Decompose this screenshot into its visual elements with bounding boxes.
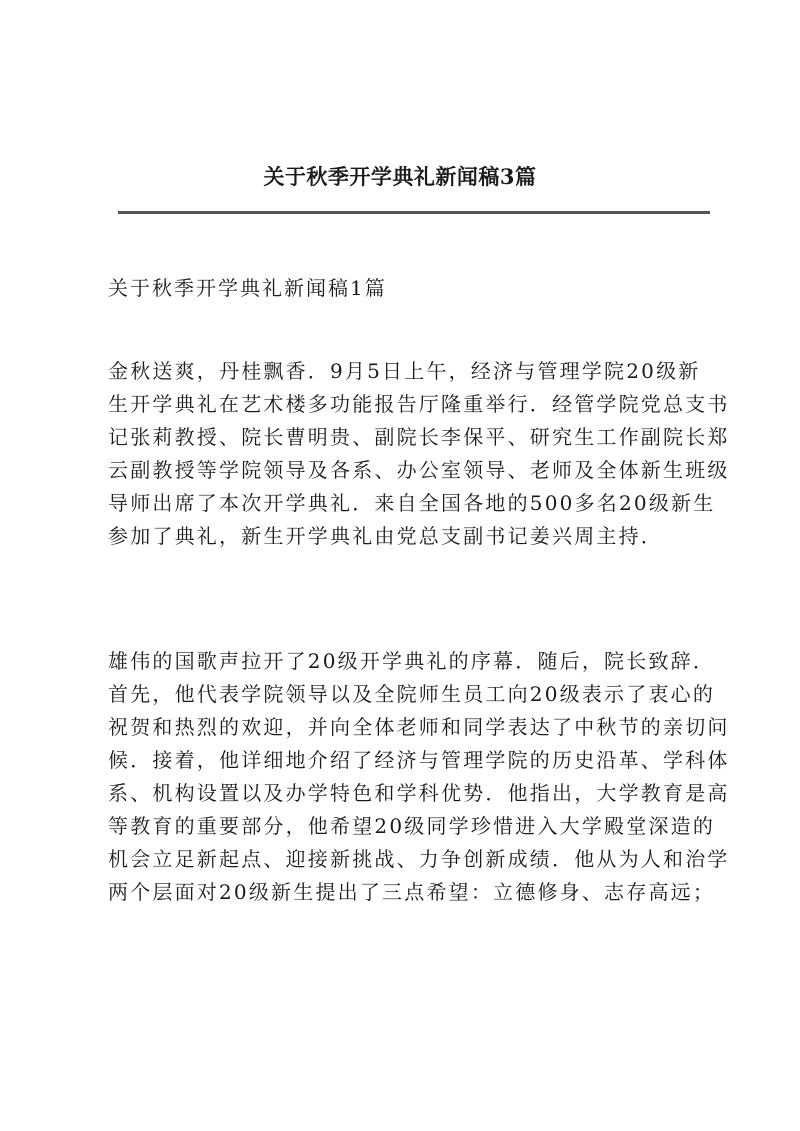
paragraph-line: 等教育的重要部分，他希望20级同学珍惜进入大学殿堂深造的 [108,814,716,838]
paragraph-1 [108,355,730,553]
article-heading: 关于秋季开学典礼新闻稿1篇 [108,276,387,300]
title-divider [118,211,710,214]
paragraph-line: 导师出席了本次开学典礼．来自全国各地的500多名20级新生 [108,491,716,515]
paragraph-line: 雄伟的国歌声拉开了20级开学典礼的序幕．随后，院长致辞． [108,649,716,673]
paragraph-line: 两个层面对20级新生提出了三点希望：立德修身、志存高远； [108,880,716,904]
paragraph-line: 记张莉教授、院长曹明贵、副院长李保平、研究生工作副院长郑 [108,425,730,449]
paragraph-line: 云副教授等学院领导及各系、办公室领导、老师及全体新生班级 [108,458,730,482]
paragraph-line: 机会立足新起点、迎接新挑战、力争创新成绩．他从为人和治学 [108,847,730,871]
paragraph-line: 首先，他代表学院领导以及全院师生员工向20级表示了衷心的 [108,682,716,706]
paragraph-2 [108,645,730,909]
paragraph-line: 参加了典礼，新生开学典礼由党总支副书记姜兴周主持． [108,524,663,548]
paragraph-line: 生开学典礼在艺术楼多功能报告厅隆重举行．经管学院党总支书 [108,392,730,416]
paragraph-line: 系、机构设置以及办学特色和学科优势．他指出，大学教育是高 [108,781,730,805]
paragraph-line: 金秋送爽，丹桂飘香．9月5日上午，经济与管理学院20级新 [108,359,701,383]
paragraph-line: 候．接着，他详细地介绍了经济与管理学院的历史沿革、学科体 [108,748,730,772]
paragraph-line: 祝贺和热烈的欢迎，并向全体老师和同学表达了中秋节的亲切问 [108,715,730,739]
document-title: 关于秋季开学典礼新闻稿3篇 [263,164,537,189]
